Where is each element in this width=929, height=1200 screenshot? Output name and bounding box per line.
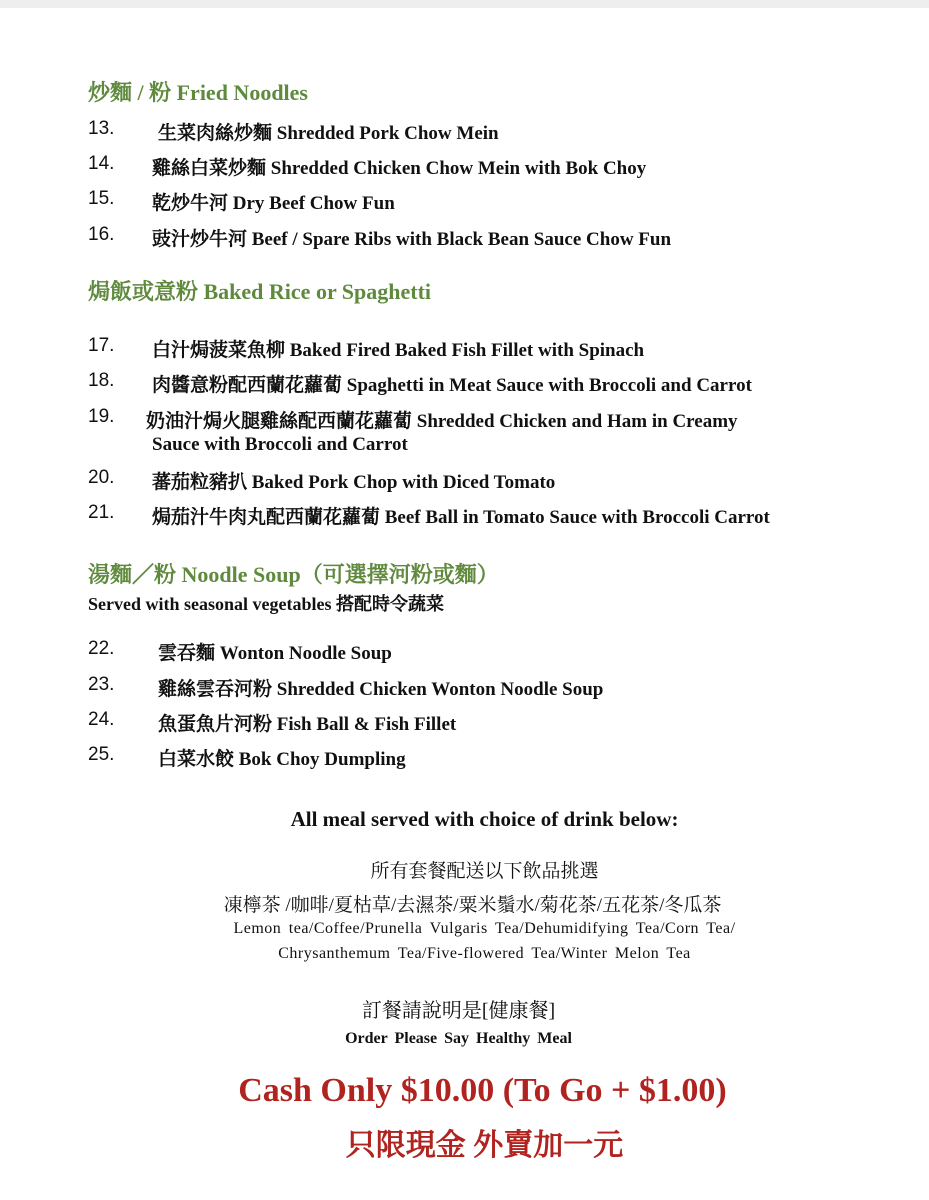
- section-heading-fried-noodles: 炒麵 / 粉 Fried Noodles: [88, 80, 308, 105]
- price-zh: 只限現金 外賣加一元: [345, 1129, 624, 1162]
- item-number: 25.: [88, 744, 115, 765]
- menu-item: 魚蛋魚片河粉 Fish Ball & Fish Fillet: [158, 714, 457, 735]
- order-note-en: Order Please Say Healthy Meal: [345, 1030, 572, 1047]
- menu-item-continued: Sauce with Broccoli and Carrot: [152, 434, 408, 455]
- item-number: 23.: [88, 674, 115, 695]
- menu-item: 蕃茄粒豬扒 Baked Pork Chop with Diced Tomato: [152, 472, 556, 493]
- menu-item: 豉汁炒牛河 Beef / Spare Ribs with Black Bean Sauce Chow Fun: [152, 229, 672, 250]
- item-number: 16.: [88, 224, 115, 245]
- menu-item: 雞絲雲吞河粉 Shredded Chicken Wonton Noodle Soup: [158, 679, 604, 700]
- menu-item: 肉醬意粉配西蘭花蘿蔔 Spaghetti in Meat Sauce with Broccoli and Carrot: [152, 375, 752, 396]
- item-number: 14.: [88, 153, 115, 174]
- price-en: Cash Only $10.00 (To Go + $1.00): [238, 1072, 727, 1109]
- drinks-list-zh: 凍檸茶 /咖啡/夏枯草/去濕茶/粟米鬚水/菊花茶/五花茶/冬瓜茶: [223, 895, 722, 916]
- item-number: 19.: [88, 406, 115, 427]
- item-number: 22.: [88, 638, 115, 659]
- drinks-header-zh: 所有套餐配送以下飲品挑選: [370, 861, 599, 882]
- item-number: 20.: [88, 467, 115, 488]
- menu-item: 乾炒牛河 Dry Beef Chow Fun: [152, 193, 395, 214]
- order-note-zh: 訂餐請說明是[健康餐]: [361, 1000, 556, 1022]
- menu-item: 雞絲白菜炒麵 Shredded Chicken Chow Mein with Bok Choy: [152, 158, 647, 179]
- section-heading-noodle-soup: 湯麵／粉 Noodle Soup（可選擇河粉或麵）: [88, 562, 499, 587]
- item-number: 13.: [88, 118, 115, 139]
- item-number: 21.: [88, 502, 115, 523]
- item-number: 15.: [88, 188, 115, 209]
- drinks-list-en-1: Lemon tea/Coffee/Prunella Vulgaris Tea/Dehumidifying Tea/Corn Tea/: [233, 920, 736, 937]
- section-heading-baked-rice: 焗飯或意粉 Baked Rice or Spaghetti: [88, 279, 432, 304]
- section-subtitle: Served with seasonal vegetables 搭配時令蔬菜: [88, 594, 444, 614]
- menu-item: 生菜肉絲炒麵 Shredded Pork Chow Mein: [158, 123, 499, 144]
- drinks-list-en-2: Chrysanthemum Tea/Five-flowered Tea/Winter Melon Tea: [278, 945, 691, 962]
- item-number: 18.: [88, 370, 115, 391]
- drinks-header-en: All meal served with choice of drink below:: [290, 807, 679, 831]
- menu-item: 奶油汁焗火腿雞絲配西蘭花蘿蔔 Shredded Chicken and Ham in Creamy: [146, 411, 738, 432]
- menu-item: 焗茄汁牛肉丸配西蘭花蘿蔔 Beef Ball in Tomato Sauce with Broccoli Carrot: [152, 507, 770, 528]
- top-bar: [0, 0, 929, 8]
- menu-item: 白菜水餃 Bok Choy Dumpling: [158, 749, 406, 770]
- item-number: 17.: [88, 335, 115, 356]
- menu-item: 白汁焗菠菜魚柳 Baked Fired Baked Fish Fillet with Spinach: [152, 340, 645, 361]
- menu-item: 雲吞麵 Wonton Noodle Soup: [158, 643, 392, 664]
- item-number: 24.: [88, 709, 115, 730]
